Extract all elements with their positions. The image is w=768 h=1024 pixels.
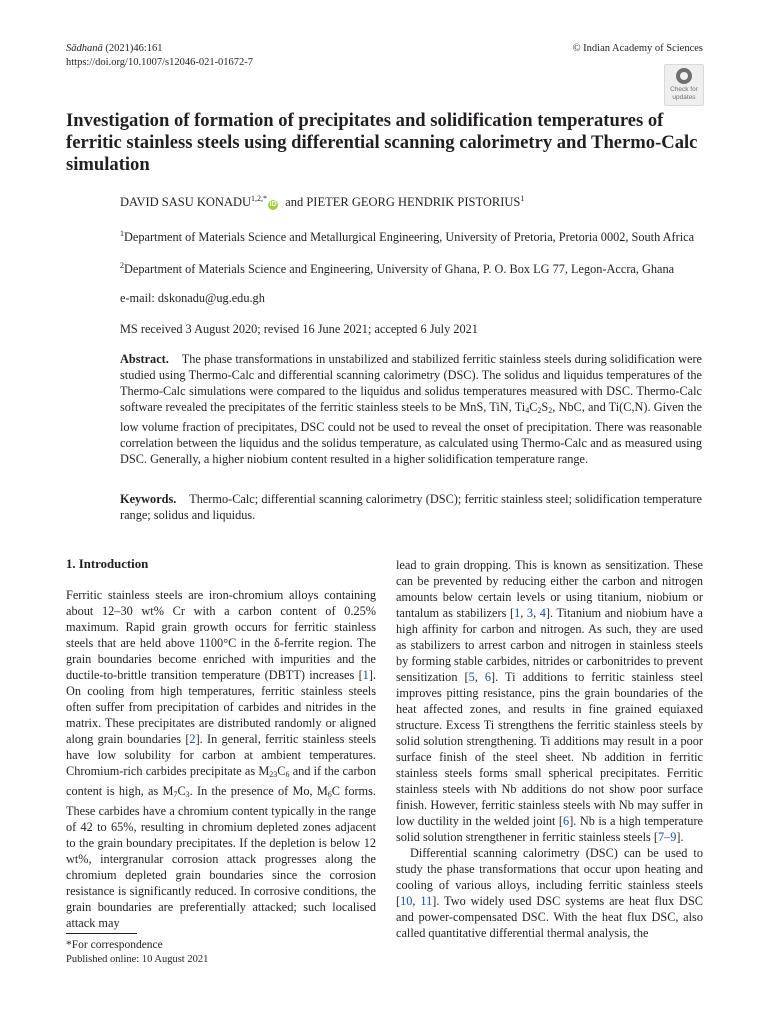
paragraph: Differential scanning calorimetry (DSC) can be used to study the phase transformations that occur upon heating and cooling of various alloys, including ferritic stainless steels [10, 11]. Two widely used DSC systems are heat flux DSC and power-compensated DSC. With the heat flux DSC, also called quantitative differential thermal analysis, the — [396, 846, 703, 940]
citation-link[interactable]: 4 — [539, 606, 546, 620]
keywords: Keywords. Thermo-Calc; differential scanning calorimetry (DSC); ferritic stainless steel; solidification temperature range; solidus and liquidus. — [120, 492, 702, 522]
keywords-label: Keywords. — [120, 492, 177, 506]
abstract: Abstract. The phase transformations in unstabilized and stabilized ferritic stainless steels during solidification were studied using Thermo-Calc and differential scanning calorimetry (DSC). The solidus and liquidus temperatures of the Thermo-Calc simulations were compared to the liquidus and solidus temperatures measured with DSC. Thermo-Calc software revealed the precipitates of the ferritic stainless steels to be MnS, TiN, $Ti_4C_2S_2$, NbC, and Ti(C,N). Given the low volume fraction of precipitates, DSC could not be used to reveal the onset of precipitation. There was reasonable correlation between the liquidus and the solidus temperature, as calculated using Thermo-Calc and as measured using DSC. Generally, a higher niobium content resulted in a higher solidification temperature range. — [120, 352, 703, 466]
journal-citation — [66, 42, 163, 56]
citation-link[interactable]: 6 — [484, 670, 492, 684]
author-1: DAVID SASU KONADU — [120, 195, 252, 210]
author-line — [120, 194, 524, 210]
citation-link[interactable]: 6 — [563, 814, 570, 828]
publisher: © Indian Academy of Sciences — [572, 43, 703, 54]
affiliation-1: $^1$Department of Materials Science and Metallurgical Engineering, University of Pretoria, Pretoria 0002, South Africa — [120, 229, 695, 245]
bookmark-icon — [676, 68, 692, 84]
citation-link[interactable]: 2 — [189, 732, 196, 746]
email[interactable]: e-mail: dskonadu@ug.edu.gh — [120, 291, 265, 305]
affiliation-2: $^2$Department of Materials Science and Engineering, University of Ghana, P. O. Box LG 77, Legon-Accra, Ghana — [120, 261, 675, 277]
received-dates: MS received 3 August 2020; revised 16 June 2021; accepted 6 July 2021 — [120, 322, 478, 336]
paragraph: lead to grain dropping. This is known as sensitization. These can be prevented by reducing either the carbon and nitrogen amounts below certain levels or using titanium, niobium or tantalum as stabilizers [1, 3, 4]. Titanium and niobium have a high affinity for carbon and nitrogen. As such, they are used as stabilizers to arrest carbon and nitrogen in stainless steels by forming stable carbides, nitrides or carbonitrides to prevent sensitization [5, 6]. Ti additions to ferritic stainless steel improves pitting resistance, pins the grain boundaries of the heat affected zones, and results in fine grained equiaxed structure. Excess Ti strengthens the ferritic stainless steels by solid solution strengthening. Ti additions may result in a poor surface finish of the steel sheet. Nb addition in ferritic stainless steels forms small spherical precipitates. Ferritic stainless steels with Nb additions do not show poor surface finish. However, ferritic stainless steels with Nb may suffer in low ductility in the welded joint [6]. Nb is a high temperature solid solution strengthener in ferritic stainless steels [7–9]. — [396, 558, 703, 844]
journal-name: Sādhanā — [66, 43, 103, 54]
author-2-affiliation: 1 — [520, 194, 525, 203]
citation-link[interactable]: 1 — [362, 668, 369, 682]
citation-link[interactable]: 11 — [420, 894, 433, 908]
intro-right-column — [396, 557, 703, 941]
published-date: Published online: 10 August 2021 — [66, 954, 209, 965]
author-1-affiliation: 1,2,* — [251, 194, 268, 203]
citation-link[interactable]: 5 — [468, 670, 475, 684]
author-2: PIETER GEORG HENDRIK PISTORIUS — [306, 195, 521, 210]
check-for-updates-label: Check for updates — [670, 86, 698, 101]
check-for-updates-button[interactable] — [664, 64, 704, 106]
orcid-icon[interactable]: iD — [269, 201, 277, 209]
citation-link[interactable]: 1 — [514, 606, 521, 620]
paper-title: Investigation of formation of precipitates and solidification temperatures of ferritic stainless steels using differential scanning calorimetry and Thermo-Calc simulation — [66, 110, 698, 175]
citation-link[interactable]: 7–9 — [657, 830, 677, 844]
intro-left-column: Ferritic stainless steels are iron-chromium alloys containing about 12–30 wt% Cr with a carbon content of 0.25% maximum. Rapid grain growth occurs for ferritic stainless steels that are held above 1100°C in the δ-ferrite region. The grain boundaries become enriched with impurities and the ductile-to-brittle transition temperature (DBTT) increases [1]. On cooling from high temperatures, ferritic stainless steels often suffer from precipitation of carbides and nitrides in the matrix. These precipitates are distributed randomly or aligned along grain boundaries [2]. In general, ferritic stainless steels have low solubility for carbon at ambient temperatures. Chromium-rich carbides precipitate as $M_{23}C_6$ and if the carbon content is high, as $M_7C_3$. In the presence of Mo, $M_6C$ forms. These carbides have a chromium content typically in the range of 42 to 65%, resulting in chromium depleted zones adjacent to the grain boundary precipitates. If the depletion is below 12 wt%, intergranular corrosion attack progresses along the chromium depleted grain boundaries since the corrosion resistance is significantly reduced. In corrosive conditions, the grain boundaries are preferentially attacked; such localised attack may — [66, 588, 376, 930]
abstract-label: Abstract. — [120, 352, 169, 366]
citation-link[interactable]: 3 — [526, 606, 534, 620]
doi-link[interactable]: https://doi.org/10.1007/s12046-021-01672-7 — [66, 57, 254, 68]
author-conjunction: and — [285, 195, 304, 210]
footnote-divider — [66, 933, 137, 934]
section-heading: 1. Introduction — [66, 557, 149, 571]
citation-link[interactable]: 10 — [400, 894, 413, 908]
correspondence-note: *For correspondence — [66, 939, 163, 951]
citation: (2021)46:161 — [105, 43, 163, 54]
